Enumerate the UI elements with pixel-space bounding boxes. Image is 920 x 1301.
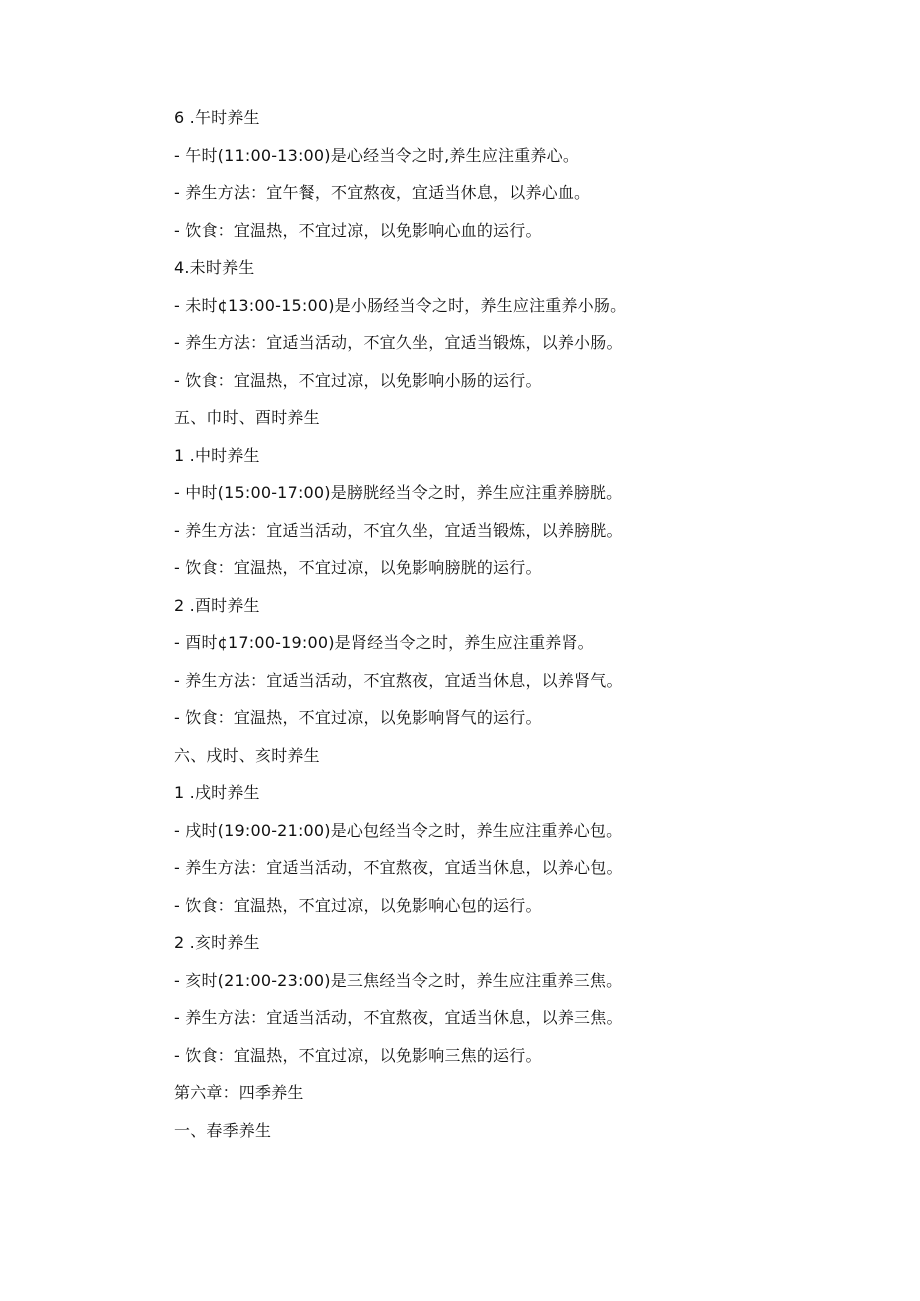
text-line: - 饮食：宜温热，不宜过凉，以免影响小肠的运行。 [174, 370, 542, 390]
text-line: - 戌时(19:00-21:00)是心包经当令之时，养生应注重养心包。 [174, 820, 623, 840]
text-line: - 养生方法：宜适当活动，不宜熬夜，宜适当休息，以养心包。 [174, 858, 623, 877]
text-line: - 未时¢13:00-15:00)是小肠经当令之时，养生应注重养小肠。 [174, 295, 627, 315]
chapter-heading: 第六章：四季养生 [174, 1083, 304, 1102]
text-line: - 养生方法：宜适当活动，不宜熬夜，宜适当休息，以养肾气。 [174, 670, 623, 690]
text-line: - 酉时¢17:00-19:00)是肾经当令之时，养生应注重养肾。 [174, 633, 594, 652]
text-line: - 午时(11:00-13:00)是心经当令之时,养生应注重养心。 [174, 145, 580, 165]
section-heading-wei-shi: 4.未时养生 [174, 258, 255, 277]
text-line: - 饮食：宜温热，不宜过凉，以免影响膀胱的运行。 [174, 558, 542, 577]
section-heading-hai-shi: 2 .亥时养生 [174, 933, 260, 952]
text-line: - 饮食：宜温热，不宜过凉，以免影响心血的运行。 [174, 220, 542, 240]
text-line: - 亥时(21:00-23:00)是三焦经当令之时，养生应注重养三焦。 [174, 970, 623, 990]
section-heading-spring: 一、春季养生 [174, 1120, 272, 1140]
section-heading-wu-shi: 6 .午时养生 [174, 108, 260, 127]
text-line: - 养生方法：宜适当活动，不宜久坐，宜适当锻炼，以养膀胱。 [174, 520, 623, 540]
text-line: - 养生方法：宜午餐，不宜熬夜，宜适当休息，以养心血。 [174, 183, 591, 202]
text-line: - 饮食：宜温热，不宜过凉，以免影响心包的运行。 [174, 895, 542, 915]
section-heading-xu-shi: 1 .戌时养生 [174, 783, 260, 802]
text-line: - 养生方法：宜适当活动，不宜熬夜，宜适当休息，以养三焦。 [174, 1008, 623, 1027]
text-line: - 养生方法：宜适当活动，不宜久坐，宜适当锻炼，以养小肠。 [174, 333, 623, 352]
text-line: - 饮食：宜温热，不宜过凉，以免影响肾气的运行。 [174, 708, 542, 727]
document-body [174, 104, 874, 1154]
chapter-section-heading-5: 五、巾时、酉时养生 [174, 408, 320, 427]
text-line: - 饮食：宜温热，不宜过凉，以免影响三焦的运行。 [174, 1045, 542, 1065]
section-heading-you-shi: 2 .酉时养生 [174, 595, 260, 615]
text-line: - 中时(15:00-17:00)是膀胱经当令之时，养生应注重养膀胱。 [174, 483, 623, 502]
chapter-section-heading-6: 六、戌时、亥时养生 [174, 745, 320, 765]
section-heading-shen-shi: 1 .中时养生 [174, 445, 260, 465]
